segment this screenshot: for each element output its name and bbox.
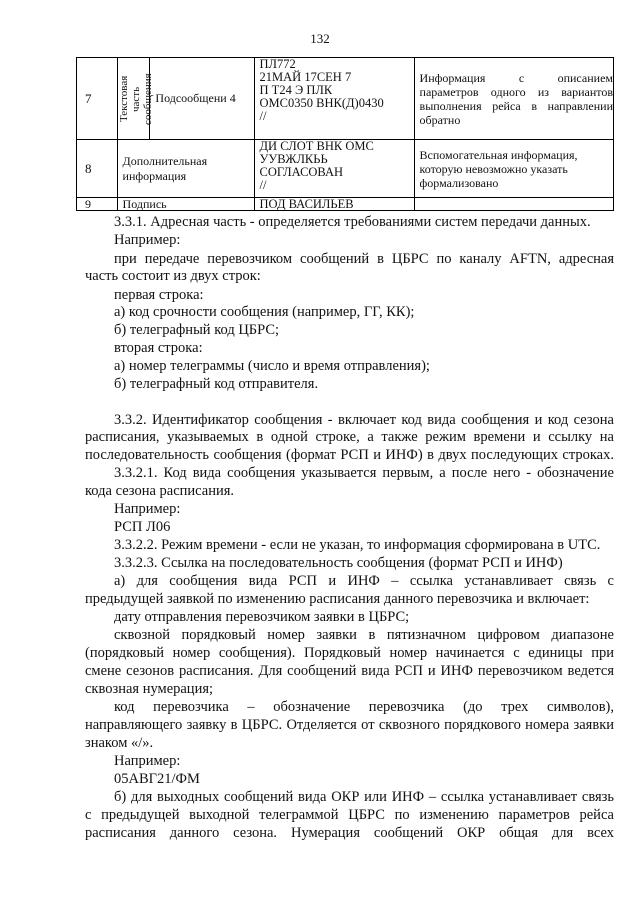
paragraph-line: вторая строка: (114, 340, 203, 356)
paragraph-line: кода сезона расписания. (85, 483, 235, 499)
field-name: Подпись (117, 198, 254, 211)
paragraph-line: расписания данного сезона. Нумерация сообщений ОКР общая для всех (85, 825, 614, 841)
paragraph-line: Например: (114, 232, 181, 248)
paragraph-line: а) код срочности сообщения (например, ГГ, КК); (114, 304, 415, 320)
paragraph-line: расписания, указываемых в одной строке, а также режим времени и ссылку на (85, 429, 614, 445)
paragraph-line: Например: (114, 753, 181, 769)
page-number: 132 (310, 31, 330, 46)
paragraph-line: 05АВГ21/ФМ (114, 771, 200, 787)
paragraph-line: сквозной порядковый номер заявки в пятизначном цифровом диапазоне (114, 627, 614, 643)
paragraph-line: код перевозчика – обозначение перевозчика (до трех символов), (114, 699, 614, 715)
paragraph-line: с предыдущей выходной телеграммой ЦБРС по изменению параметров рейса (85, 807, 614, 823)
field-description (414, 198, 613, 211)
paragraph-line: 3.3.2.3. Ссылка на последовательность сообщения (формат РСП и ИНФ) (114, 555, 563, 571)
paragraph-line: сквозная нумерация; (85, 681, 214, 697)
paragraph-line: (порядковый номер сообщения). Порядковый номер начинается с единицы при (85, 645, 614, 661)
paragraph-line: 3.3.1. Адресная часть - определяется требованиями систем передачи данных. (114, 214, 591, 230)
vertical-header-cell (117, 58, 154, 140)
field-name: Подсообщени 4 (150, 58, 254, 140)
paragraph-line: часть состоит из двух строк: (85, 268, 261, 284)
row-number: 8 (77, 140, 118, 198)
field-content: ДИ СЛОТ ВНК ОМС УУВЖЛКЬЬ СОГЛАСОВАН // (254, 140, 414, 198)
paragraph-line: б) телеграфный код отправителя. (114, 376, 319, 392)
paragraph-line: 3.3.2. Идентификатор сообщения - включает код вида сообщения и код сезона (114, 412, 614, 428)
paragraph-line: при передаче перевозчиком сообщений в ЦБРС по каналу AFTN, адресная (114, 251, 614, 267)
paragraph-line: смене сезонов расписания. Для сообщений вида РСП и ИНФ перевозчиком ведется (85, 663, 614, 679)
paragraph-line: 3.3.2.1. Код вида сообщения указывается первым, а после него - обозначение (114, 465, 614, 481)
paragraph-line: б) для выходных сообщений вида ОКР или ИНФ – ссылка устанавливает связь (114, 789, 614, 805)
table-row (77, 198, 614, 211)
paragraph-line: знаком «/». (85, 735, 154, 751)
row-number: 7 (77, 58, 118, 140)
message-format-table (76, 57, 614, 211)
row-number: 9 (77, 198, 118, 211)
paragraph-line: последовательность сообщения (формат РСП и ИНФ) в двух последующих строках. (85, 447, 614, 463)
paragraph-line: дату отправления перевозчиком заявки в ЦБРС; (114, 609, 410, 625)
table-row (77, 58, 614, 140)
paragraph-line: б) телеграфный код ЦБРС; (114, 322, 280, 338)
vertical-header: Текстовая часть сообщения (117, 72, 154, 125)
table-row (77, 140, 614, 198)
paragraph-line: а) номер телеграммы (число и время отправления); (114, 358, 430, 374)
field-content: ПОД ВАСИЛЬЕВ (254, 198, 414, 211)
paragraph-line: РСП Л06 (114, 519, 171, 535)
paragraph-line: направляющего заявку в ЦБРС. Отделяется от сквозного порядкового номера заявки (85, 717, 614, 733)
paragraph-line: предыдущей заявкой по изменению расписания данного перевозчика и включает: (85, 591, 590, 607)
field-name: Дополнительная информация (117, 140, 254, 198)
field-content: ПЛ772 21МАЙ 17СЕН 7 П Т24 Э ПЛК ОМС0350 ВНК(Д)0430 // (254, 58, 414, 140)
paragraph-line: 3.3.2.2. Режим времени - если не указан, то информация сформирована в UTC. (114, 537, 601, 553)
field-description: Информация с описанием параметров одного из вариантов выполнения рейса в направлении обратно (414, 58, 613, 140)
paragraph-line: а) для сообщения вида РСП и ИНФ – ссылка устанавливает связь с (114, 573, 614, 589)
paragraph-line: первая строка: (114, 287, 204, 303)
paragraph-line: Например: (114, 501, 181, 517)
field-description: Вспомогательная информация, которую невозможно указать формализовано (414, 140, 613, 198)
